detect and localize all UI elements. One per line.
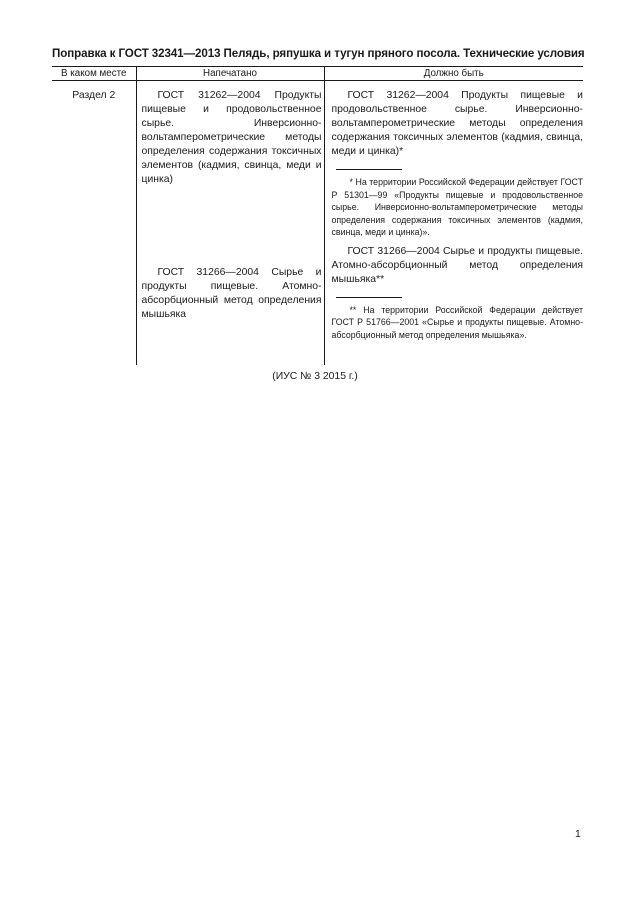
should-be-entry-1: ГОСТ 31262—2004 Продукты пищевые и продовольственное сырье. Инверсионно-вольтамперометрические методы определения содержания токсичных элементов (кадмия, свинца, меди и цинка)* xyxy=(331,90,583,157)
footnote-divider xyxy=(336,297,402,298)
cell-should-be xyxy=(324,81,583,366)
table-row xyxy=(52,81,583,366)
footnote-divider xyxy=(336,169,402,170)
source-reference: (ИУС № 3 2015 г.) xyxy=(272,371,358,382)
table-header-row xyxy=(52,67,583,81)
document-title: Поправка к ГОСТ 32341—2013 Пелядь, ряпушка и тугун пряного посола. Технические условия xyxy=(52,47,585,60)
page-number: 1 xyxy=(575,829,581,840)
should-be-entry-2: ГОСТ 31266—2004 Сырье и продукты пищевые. Атомно-абсорбционный метод определения мышьяка** xyxy=(331,245,583,285)
correction-table xyxy=(52,66,583,365)
footnote-1: * На территории Российской Федерации действует ГОСТ Р 51301—99 «Продукты пищевые и продовольственное сырье. Инверсионно-вольтамперометрические методы определения содержания токсичных элементов (кадмия, свинца, меди и цинка)». xyxy=(331,177,583,237)
header-should-be: Должно быть xyxy=(324,67,583,81)
cell-place: Раздел 2 xyxy=(72,90,116,101)
footnote-2: ** На территории Российской Федерации действует ГОСТ Р 51766—2001 «Сырье и продукты пищевые. Атомно-абсорбционный метод определения мышьяка». xyxy=(331,304,583,340)
header-place: В каком месте xyxy=(52,67,136,81)
cell-printed xyxy=(136,81,324,366)
header-printed: Напечатано xyxy=(136,67,324,81)
printed-entry-1: ГОСТ 31262—2004 Продукты пищевые и продовольственное сырье. Инверсионно-вольтамперометрические методы определения содержания токсичных элементов (кадмия, свинца, меди и цинка) xyxy=(141,90,322,185)
printed-entry-2: ГОСТ 31266—2004 Сырье и продукты пищевые. Атомно-абсорбционный метод определения мышьяка xyxy=(141,267,322,320)
